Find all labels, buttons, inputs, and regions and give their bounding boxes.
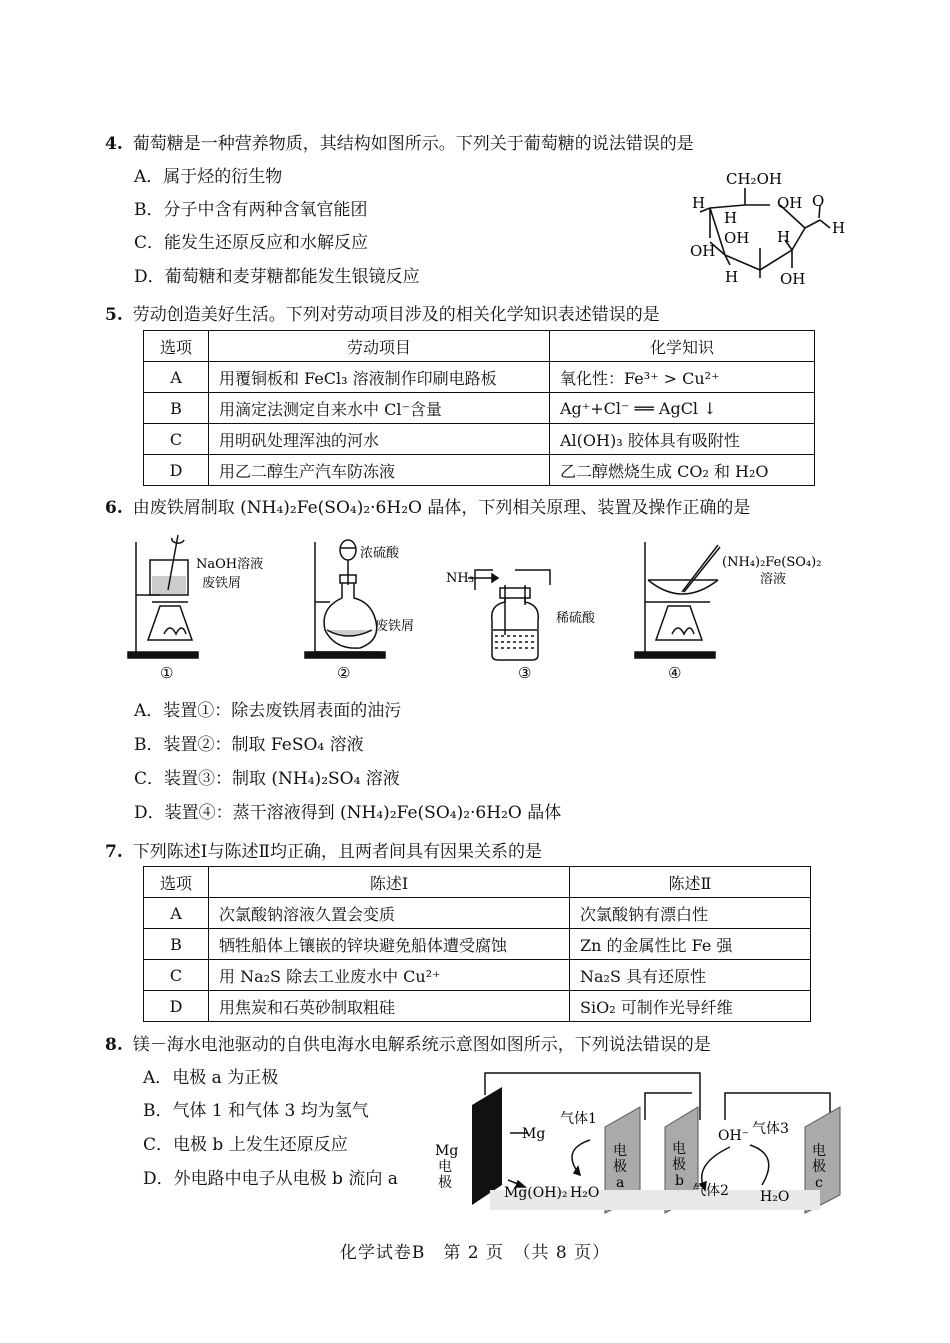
h-label-4: H (777, 228, 791, 246)
h-label-3: H (832, 219, 846, 237)
o-label: O (812, 192, 825, 210)
label-ec-3: c (815, 1175, 823, 1191)
label-iron-1: 废铁屑 (202, 576, 242, 591)
q8-stem (105, 1034, 711, 1056)
cell-knowledge: 氧化性：Fe³⁺ > Cu²⁺ (550, 362, 815, 393)
q8-option-c: C．电极 b 上发生还原反应 (143, 1135, 348, 1155)
h-label-2: H (724, 209, 738, 227)
label-mg-electrode-1: Mg (435, 1143, 459, 1159)
page-footer: 化学试卷B 第 2 页 （共 8 页） (339, 1243, 611, 1263)
label-mg: Mg (522, 1126, 546, 1142)
q4-option-b: B．分子中含有两种含氧官能团 (134, 200, 368, 220)
ch2oh-label: CH₂OH (726, 170, 782, 188)
q5-table (143, 330, 815, 486)
glucose-structure (680, 160, 860, 295)
fig-label-4: ④ (668, 664, 682, 682)
cell-statement-1: 用焦炭和石英砂制取粗硅 (209, 991, 570, 1022)
cell-option: B (144, 393, 209, 424)
table-row (144, 929, 811, 960)
q7-text: 下列陈述Ⅰ与陈述Ⅱ均正确，且两者间具有因果关系的是 (132, 842, 543, 862)
cell-option: B (144, 929, 209, 960)
label-eb-3: b (675, 1173, 684, 1189)
col-option: 选项 (144, 867, 209, 898)
fig-label-3: ③ (518, 664, 532, 682)
label-mg-electrode-3: 极 (438, 1175, 452, 1191)
q4-option-a: A．属于烃的衍生物 (134, 167, 283, 187)
q6-text: 由废铁屑制取 (NH₄)₂Fe(SO₄)₂·6H₂O 晶体，下列相关原理、装置及操作正确的是 (132, 498, 751, 518)
cell-item: 用乙二醇生产汽车防冻液 (209, 455, 550, 486)
h-label-5: H (725, 268, 739, 286)
q6-option-a: A．装置①：除去废铁屑表面的油污 (134, 701, 402, 721)
label-h2o-1: H₂O (570, 1185, 600, 1201)
cell-statement-2: Zn 的金属性比 Fe 强 (570, 929, 811, 960)
col-item: 劳动项目 (209, 331, 550, 362)
cell-item: 用覆铜板和 FeCl₃ 溶液制作印刷电路板 (209, 362, 550, 393)
q7-number: 7. (105, 842, 123, 862)
label-mg-electrode-2: 电 (438, 1159, 452, 1175)
q6-option-c: C．装置③：制取 (NH₄)₂SO₄ 溶液 (134, 769, 400, 789)
col-statement-2: 陈述Ⅱ (570, 867, 811, 898)
oh-label-2: OH (724, 229, 750, 247)
q8-option-a: A．电极 a 为正极 (143, 1068, 279, 1088)
label-eb-1: 电 (672, 1141, 686, 1157)
oh-label-1: OH (777, 194, 803, 212)
table-row (144, 455, 815, 486)
cell-item: 用滴定法测定自来水中 Cl⁻含量 (209, 393, 550, 424)
cell-statement-2: SiO₂ 可制作光导纤维 (570, 991, 811, 1022)
cell-knowledge: Al(OH)₃ 胶体具有吸附性 (550, 424, 815, 455)
label-gas-3: 气体3 (752, 1121, 789, 1137)
q6-option-d: D．装置④：蒸干溶液得到 (NH₄)₂Fe(SO₄)₂·6H₂O 晶体 (134, 803, 562, 823)
q6-option-b: B．装置②：制取 FeSO₄ 溶液 (134, 735, 364, 755)
col-statement-1: 陈述Ⅰ (209, 867, 570, 898)
label-salt-2: 溶液 (760, 572, 787, 587)
q6-apparatus-figure (120, 530, 840, 690)
q8-number: 8. (105, 1035, 123, 1055)
label-gas-1: 气体1 (560, 1111, 597, 1127)
label-gas-2: 气体2 (692, 1183, 729, 1199)
cell-knowledge: 乙二醇燃烧生成 CO₂ 和 H₂O (550, 455, 815, 486)
q4-stem (105, 133, 694, 155)
cell-statement-2: Na₂S 具有还原性 (570, 960, 811, 991)
label-dilute-acid: 稀硫酸 (556, 611, 596, 626)
q8-option-b: B．气体 1 和气体 3 均为氢气 (143, 1101, 369, 1121)
cell-option: C (144, 424, 209, 455)
label-eb-2: 极 (672, 1157, 686, 1173)
label-h2o-2: H₂O (760, 1189, 790, 1205)
table-row (144, 898, 811, 929)
q5-text: 劳动创造美好生活。下列对劳动项目涉及的相关化学知识表述错误的是 (132, 305, 660, 325)
label-ea-3: a (616, 1175, 625, 1191)
label-salt-1: (NH₄)₂Fe(SO₄)₂ (722, 555, 822, 570)
cell-knowledge: Ag⁺+Cl⁻ ══ AgCl ↓ (550, 393, 815, 424)
q7-table (143, 866, 811, 1022)
label-conc-acid: 浓硫酸 (360, 546, 400, 561)
q4-number: 4. (105, 134, 123, 154)
oh-label-3: OH (780, 270, 806, 288)
cell-item: 用明矾处理浑浊的河水 (209, 424, 550, 455)
h-label-1: H (692, 194, 706, 212)
label-ec-1: 电 (812, 1143, 826, 1159)
q4-text: 葡萄糖是一种营养物质，其结构如图所示。下列关于葡萄糖的说法错误的是 (132, 134, 694, 154)
label-naoh: NaOH溶液 (196, 557, 264, 572)
label-ea-1: 电 (613, 1143, 627, 1159)
q4-option-d: D．葡萄糖和麦芽糖都能发生银镜反应 (134, 267, 420, 287)
cell-option: A (144, 362, 209, 393)
label-nh3: NH₃ (446, 571, 474, 586)
table-header-row (144, 331, 815, 362)
q8-battery-diagram (430, 1065, 850, 1220)
q8-option-d: D．外电路中电子从电极 b 流向 a (143, 1169, 398, 1189)
label-iron-2: 废铁屑 (375, 619, 415, 634)
fig-label-1: ① (160, 664, 174, 682)
table-row (144, 393, 815, 424)
col-option: 选项 (144, 331, 209, 362)
table-row (144, 960, 811, 991)
q6-number: 6. (105, 498, 123, 518)
q5-stem (105, 304, 660, 326)
ho-label: OH (690, 242, 716, 260)
cell-option: D (144, 455, 209, 486)
cell-option: A (144, 898, 209, 929)
table-row (144, 362, 815, 393)
cell-statement-2: 次氯酸钠有漂白性 (570, 898, 811, 929)
label-ec-2: 极 (812, 1159, 826, 1175)
q8-text: 镁－海水电池驱动的自供电海水电解系统示意图如图所示，下列说法错误的是 (132, 1035, 711, 1055)
cell-statement-1: 牺牲船体上镶嵌的锌块避免船体遭受腐蚀 (209, 929, 570, 960)
cell-option: D (144, 991, 209, 1022)
table-row (144, 424, 815, 455)
table-header-row (144, 867, 811, 898)
q7-stem (105, 841, 542, 863)
cell-option: C (144, 960, 209, 991)
q5-number: 5. (105, 305, 123, 325)
label-mgoh2: Mg(OH)₂ (504, 1185, 568, 1201)
label-oh: OH⁻ (718, 1128, 750, 1144)
cell-statement-1: 次氯酸钠溶液久置会变质 (209, 898, 570, 929)
cell-statement-1: 用 Na₂S 除去工业废水中 Cu²⁺ (209, 960, 570, 991)
q4-option-c: C．能发生还原反应和水解反应 (134, 233, 369, 253)
fig-label-2: ② (337, 664, 351, 682)
label-ea-2: 极 (613, 1159, 627, 1175)
table-row (144, 991, 811, 1022)
q6-stem (105, 497, 750, 519)
col-knowledge: 化学知识 (550, 331, 815, 362)
